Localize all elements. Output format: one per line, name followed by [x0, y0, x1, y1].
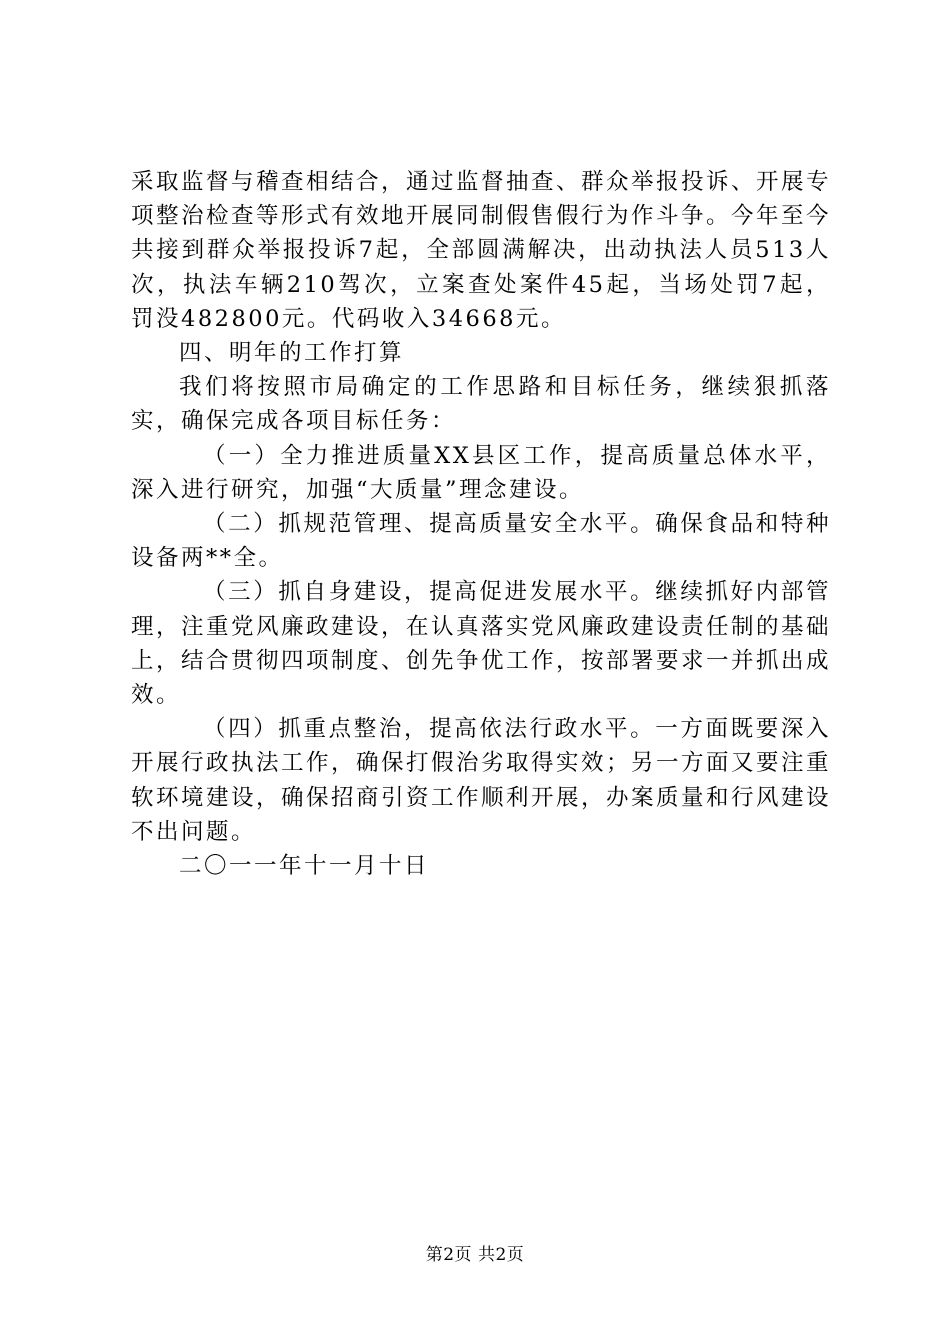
paragraph-plan-intro: 我们将按照市局确定的工作思路和目标任务，继续狠抓落实，确保完成各项目标任务：	[131, 374, 831, 435]
document-date: 二〇一一年十一月十日	[179, 853, 430, 880]
paragraph-enforcement-summary: 采取监督与稽查相结合，通过监督抽查、群众举报投诉、开展专项整治检查等形式有效地开展同制假售假行为作斗争。今年至今共接到群众举报投诉7起，全部圆满解决，出动执法人员513人次，执法车辆210驾次，立案查处案件45起，当场处罚7起，罚没482800元。代码收入34668元。	[131, 169, 832, 332]
document-body	[131, 165, 831, 883]
paragraph-item-3: （三）抓自身建设，提高促进发展水平。继续抓好内部管理，注重党风廉政建设，在认真落实党风廉政建设责任制的基础上，结合贯彻四项制度、创先争优工作，按部署要求一并抓出成效。	[131, 579, 832, 709]
paragraph-item-1: （一）全力推进质量XX县区工作，提高质量总体水平，深入进行研究，加强“大质量”理念建设。	[131, 442, 831, 503]
page-number-footer: 第2页 共2页	[425, 1245, 525, 1265]
paragraph-item-2: （二）抓规范管理、提高质量安全水平。确保食品和特种设备两**全。	[131, 511, 831, 572]
section-heading-next-year-plan: 四、明年的工作打算	[179, 340, 405, 367]
paragraph-item-4: （四）抓重点整治，提高依法行政水平。一方面既要深入开展行政执法工作，确保打假治劣取得实效；另一方面又要注重软环境建设，确保招商引资工作顺利开展，办案质量和行风建设不出问题。	[131, 716, 832, 845]
